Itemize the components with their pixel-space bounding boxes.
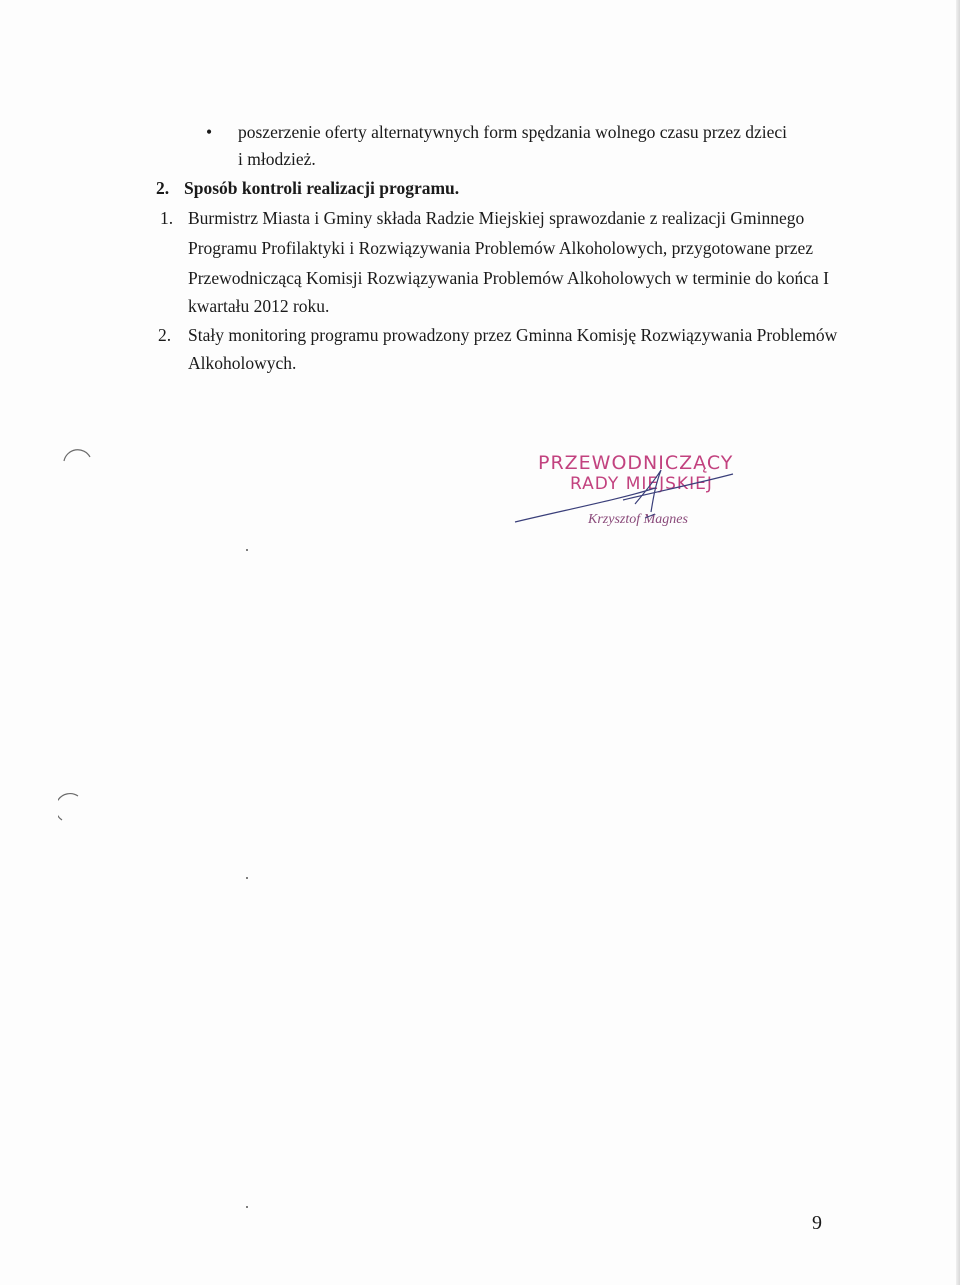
- item-1-line-2: Programu Profilaktyki i Rozwiązywania Problemów Alkoholowych, przygotowane przez: [188, 238, 813, 258]
- bullet-text-line-2: i młodzież.: [238, 149, 316, 169]
- scan-speck: [246, 549, 248, 551]
- section-heading: Sposób kontroli realizacji programu.: [184, 178, 460, 198]
- scan-speck: [246, 1206, 248, 1208]
- scan-edge: [956, 0, 960, 1285]
- item-1-number: 1.: [160, 208, 174, 228]
- item-1-line-1: Burmistrz Miasta i Gminy składa Radzie Miejskiej sprawozdanie z realizacji Gminnego: [188, 208, 805, 228]
- scan-speck: [246, 877, 248, 879]
- stamp-title: PRZEWODNICZĄCY: [538, 452, 734, 474]
- stamp-council: RADY MIEJSKIEJ: [570, 474, 713, 494]
- item-2-line-2: Alkoholowych.: [188, 353, 297, 373]
- signature-icon: [505, 462, 745, 532]
- item-1-line-3: Przewodniczącą Komisji Rozwiązywania Problemów Alkoholowych w terminie do końca I: [188, 268, 830, 288]
- item-2-number: 2.: [158, 325, 172, 345]
- stamp-name: Krzysztof Magnes: [588, 512, 688, 527]
- section-number: 2.: [156, 178, 170, 198]
- page-number: 9: [812, 1212, 822, 1234]
- bullet-text-line-1: poszerzenie oferty alternatywnych form spędzania wolnego czasu przez dzieci: [238, 122, 788, 142]
- item-1-line-4: kwartału 2012 roku.: [188, 296, 330, 316]
- bullet-marker: •: [206, 122, 213, 142]
- punch-hole-top: [62, 443, 94, 483]
- item-2-line-1: Stały monitoring programu prowadzony przez Gminna Komisję Rozwiązywania Problemów: [188, 325, 838, 345]
- punch-hole-bottom: [58, 790, 90, 830]
